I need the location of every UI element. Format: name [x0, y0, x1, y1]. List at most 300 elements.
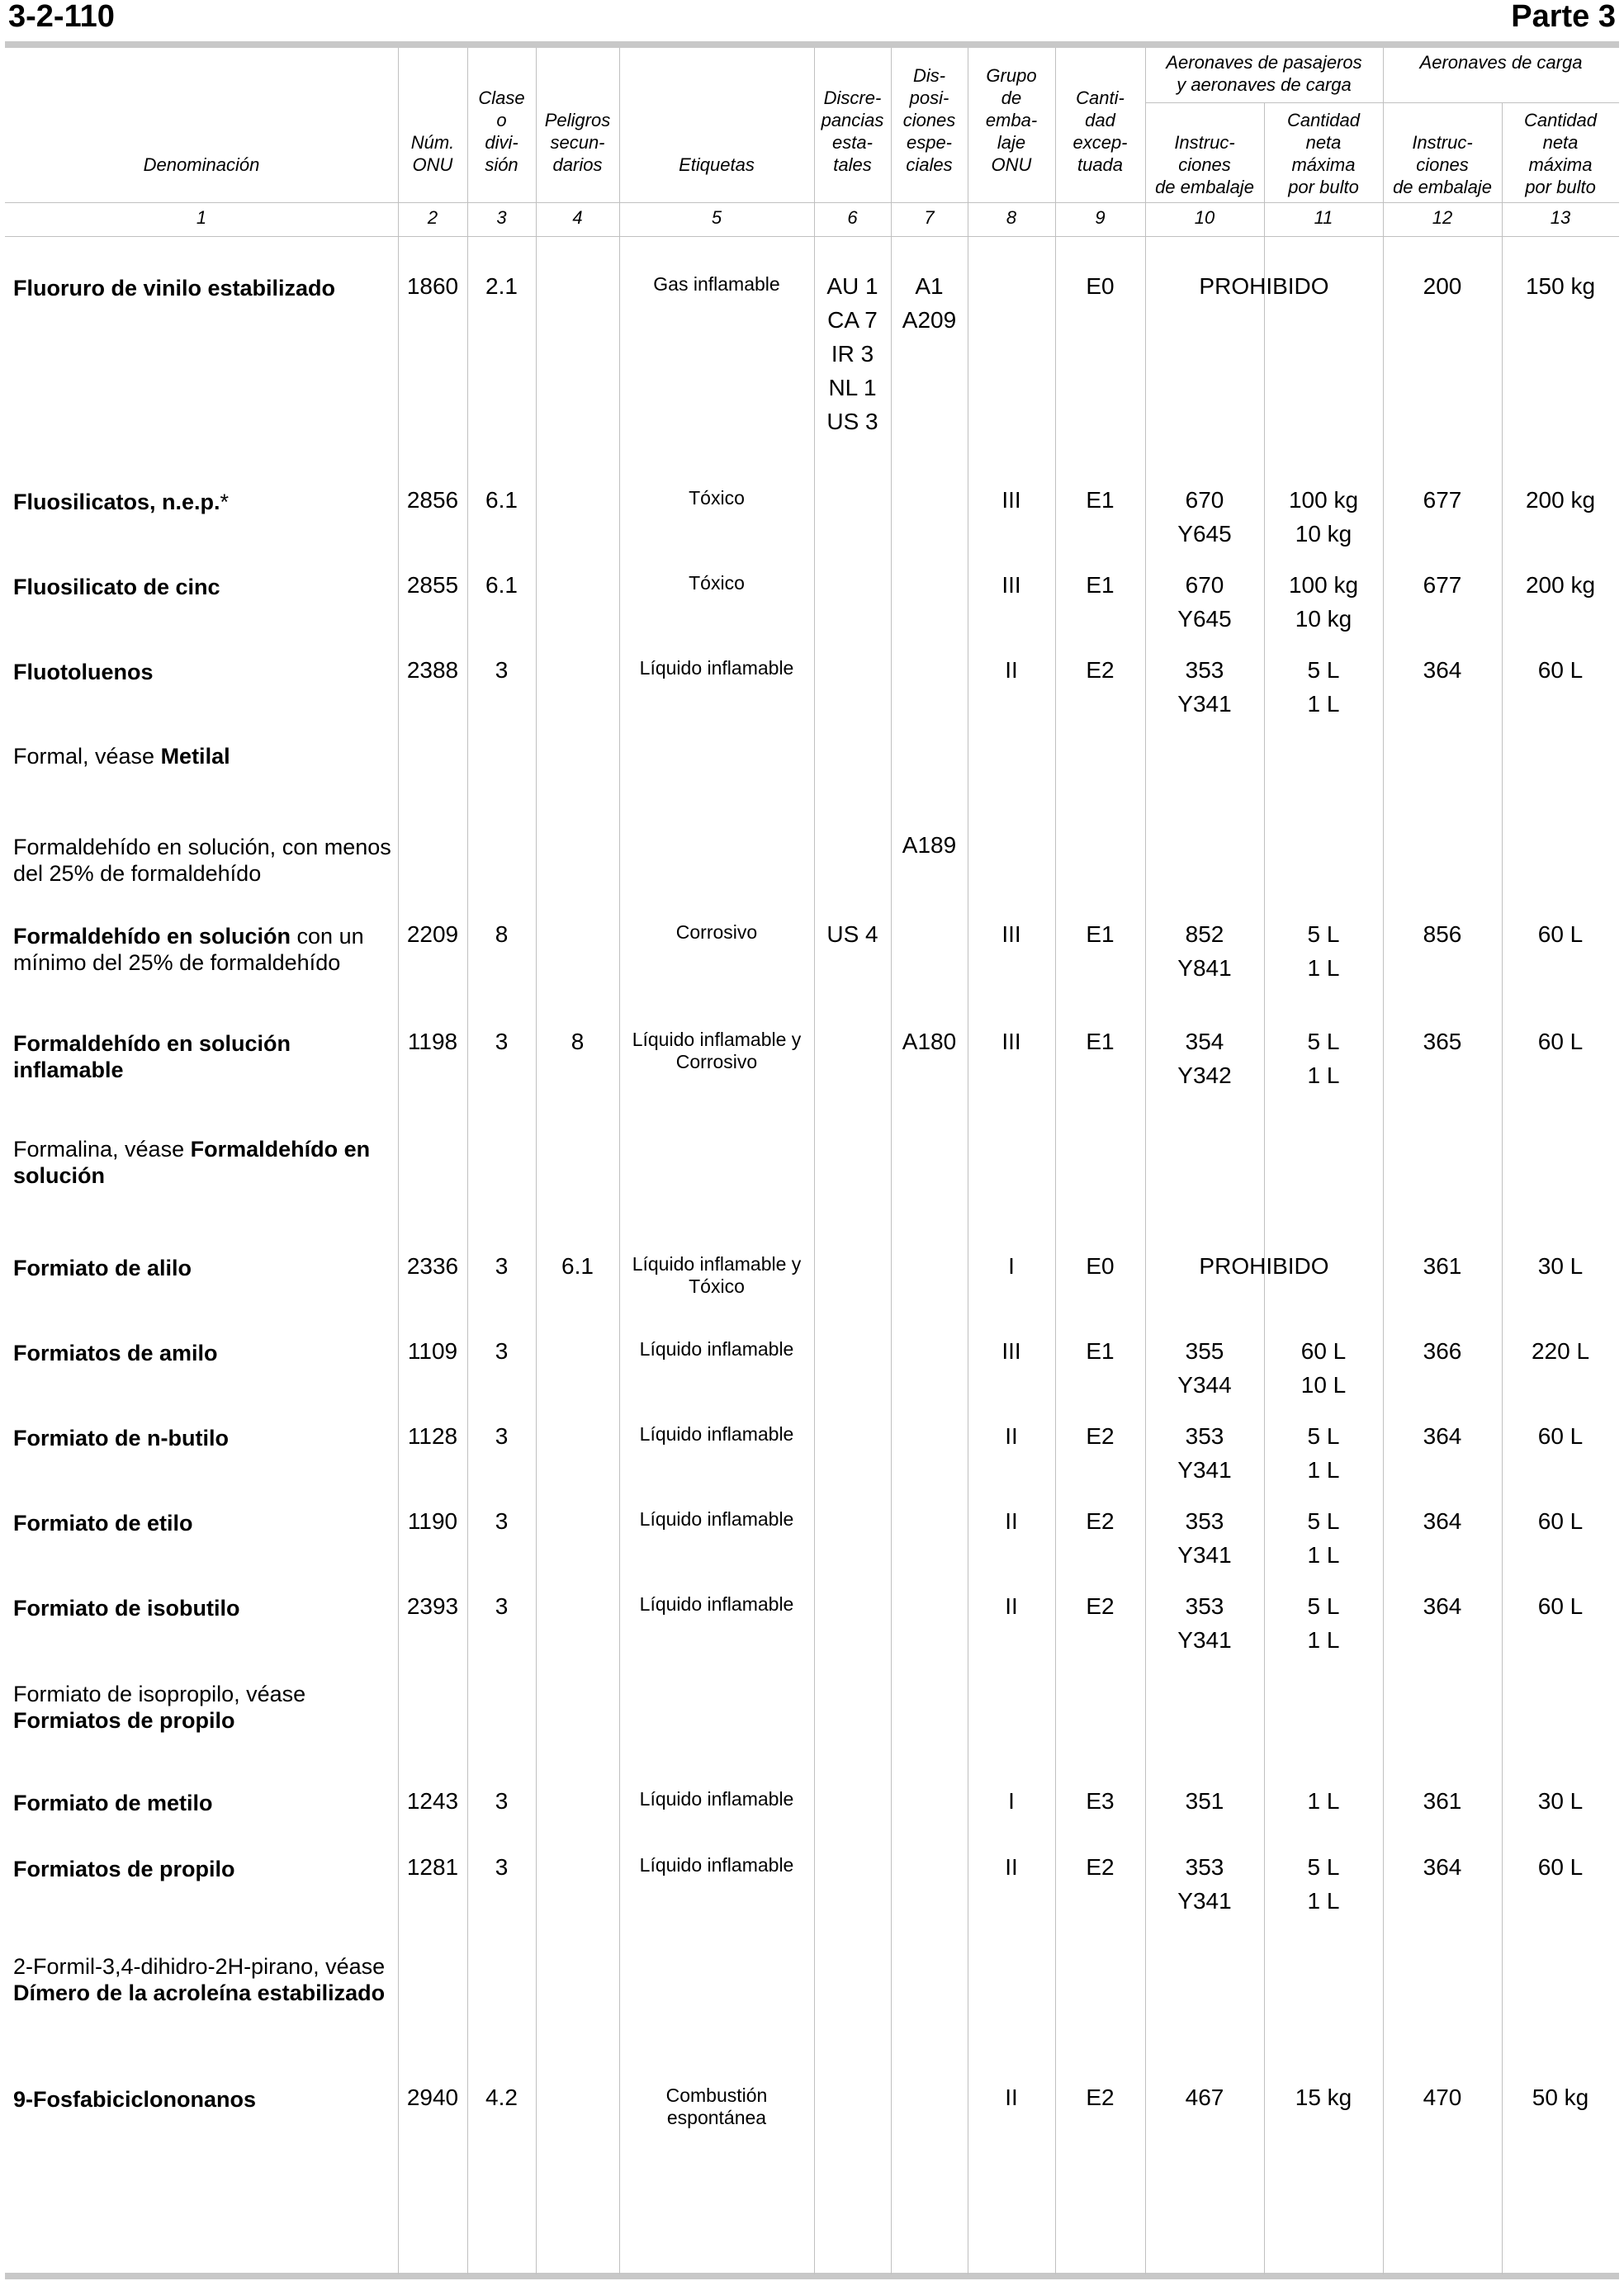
header-pax-pi — [1145, 131, 1264, 198]
cargo-max-quantity-line: 30 L — [1537, 1788, 1584, 1814]
state-variation-line: AU 1 — [826, 273, 878, 299]
class-division — [467, 1589, 536, 1623]
pax-packing-instruction-line: 355 — [1185, 1338, 1224, 1364]
header-divider — [5, 202, 1619, 203]
header-pg-line: emba- — [985, 110, 1038, 130]
entry-name-bold: 9-Fosfabiciclononanos — [13, 2087, 257, 2112]
cargo-packing-instruction-line: 200 — [1423, 273, 1462, 299]
state-variation-line: IR 3 — [831, 341, 874, 367]
cargo-packing-instruction — [1383, 2080, 1502, 2114]
excepted-quantity-line: E0 — [1086, 1253, 1115, 1279]
un-number-line: 1860 — [406, 273, 459, 299]
pax-packing-instruction — [1145, 1850, 1264, 1918]
header-pax-pi-line: ciones — [1178, 154, 1231, 175]
pax-packing-instruction-line: Y645 — [1177, 606, 1232, 632]
cargo-max-quantity — [1502, 653, 1619, 687]
pax-packing-instruction-line: 670 — [1185, 487, 1224, 513]
cargo-packing-instruction-line: 470 — [1423, 2085, 1462, 2110]
entry-name-plain: con un mínimo del 25% de formaldehído — [13, 924, 364, 975]
class-division-line: 2.1 — [485, 273, 518, 299]
entry-name — [13, 275, 393, 301]
excepted-quantity-line: E1 — [1086, 1029, 1115, 1054]
header-special-line: ciones — [902, 110, 956, 130]
excepted-quantity — [1055, 1784, 1145, 1818]
pax-max-quantity — [1264, 568, 1383, 636]
un-number-line: 2393 — [406, 1593, 459, 1619]
pax-packing-instruction-line: Y841 — [1177, 955, 1232, 981]
class-division-line: 3 — [495, 1253, 509, 1279]
excepted-quantity-line: E0 — [1086, 273, 1115, 299]
column-divider — [1502, 102, 1503, 2274]
packing-group — [968, 1419, 1055, 1453]
cargo-packing-instruction — [1383, 483, 1502, 517]
cargo-packing-instruction — [1383, 1784, 1502, 1818]
column-number: 8 — [1006, 207, 1017, 228]
entry-name — [13, 489, 393, 515]
header-excepted — [1055, 87, 1145, 176]
subsidiary-hazard-line: 6.1 — [561, 1253, 594, 1279]
pax-max-quantity-line: 1 L — [1307, 1627, 1340, 1653]
packing-group-line: II — [1005, 1854, 1018, 1880]
class-division — [467, 1850, 536, 1884]
entry-name-bold: Fluosilicato de cinc — [13, 575, 220, 599]
header-cargo-qty-line: por bulto — [1525, 177, 1596, 197]
entry-name-bold: Formiatos de amilo — [13, 1341, 218, 1365]
un-number-line: 2209 — [406, 921, 459, 947]
entry-name-bold: Formiato de n-butilo — [13, 1426, 229, 1450]
header-subsidiary — [536, 109, 619, 176]
state-variation-line: CA 7 — [827, 307, 878, 333]
cargo-max-quantity — [1502, 568, 1619, 602]
packing-group-line: II — [1005, 1423, 1018, 1449]
column-divider — [1383, 48, 1384, 2274]
header-un-line: Núm. — [410, 132, 455, 153]
class-division-line: 3 — [495, 1029, 509, 1054]
header-state — [814, 87, 891, 176]
header-special-line: espe- — [906, 132, 953, 153]
entry-name — [13, 1030, 393, 1083]
packing-group-line: II — [1005, 657, 1018, 683]
entry-name — [13, 1255, 393, 1281]
header-cargo-qty — [1502, 109, 1619, 198]
cargo-max-quantity — [1502, 1419, 1619, 1453]
header-special-line: Dis- — [912, 65, 946, 86]
class-division-line: 3 — [495, 1788, 509, 1814]
header-pax-pi-line: de embalaje — [1155, 177, 1254, 197]
un-number — [398, 568, 467, 602]
pax-max-quantity-line: 5 L — [1307, 921, 1340, 947]
column-number: 12 — [1432, 207, 1453, 228]
class-division-line: 4.2 — [485, 2085, 518, 2110]
packing-group — [968, 1249, 1055, 1283]
entry-name-plain: 2-Formil-3,4-dihidro-2H-pirano, véase — [13, 1954, 386, 1979]
class-division — [467, 2080, 536, 2114]
top-rule — [5, 41, 1619, 48]
hazard-label: Líquido inflamable — [639, 1423, 794, 1445]
excepted-quantity — [1055, 1504, 1145, 1538]
hazard-label: Tóxico — [689, 487, 745, 509]
cargo-max-quantity-line: 60 L — [1537, 1593, 1584, 1619]
hazard-label: Combustión espontánea — [665, 2085, 768, 2128]
pax-max-quantity-line: 100 kg — [1288, 487, 1359, 513]
pax-max-quantity — [1264, 917, 1383, 985]
cargo-max-quantity — [1502, 269, 1619, 303]
packing-group-line: I — [1008, 1788, 1015, 1814]
excepted-quantity — [1055, 1419, 1145, 1453]
un-number-line: 1243 — [406, 1788, 459, 1814]
entry-name-plain: Formal, véase — [13, 744, 161, 769]
pax-packing-instruction-line: Y341 — [1177, 1888, 1232, 1914]
header-name — [5, 154, 398, 176]
column-divider — [891, 48, 892, 2274]
header-subsidiary-line: secun- — [550, 132, 605, 153]
header-excepted-line: tuada — [1077, 154, 1124, 175]
subsidiary-hazard — [536, 1249, 619, 1283]
special-provision — [891, 828, 968, 862]
entry-name — [13, 834, 393, 887]
packing-group — [968, 1334, 1055, 1368]
hazard-label: Líquido inflamable — [639, 657, 794, 679]
header-pax-qty — [1264, 109, 1383, 198]
pax-max-quantity — [1264, 483, 1383, 551]
entry-name-bold: Fluotoluenos — [13, 660, 154, 684]
excepted-quantity — [1055, 1025, 1145, 1058]
pax-packing-instruction — [1145, 1589, 1264, 1657]
un-number — [398, 1850, 467, 1884]
excepted-quantity-line: E2 — [1086, 1423, 1115, 1449]
header-pg — [968, 64, 1055, 176]
header-pax-group-line: y aeronaves de carga — [1177, 74, 1352, 95]
pax-max-quantity-line: 10 L — [1300, 1372, 1347, 1398]
cargo-packing-instruction-line: 365 — [1423, 1029, 1462, 1054]
header-state-line: tales — [833, 154, 872, 175]
cargo-max-quantity-line: 30 L — [1537, 1253, 1584, 1279]
header-subsidiary-line: Peligros — [544, 110, 611, 130]
un-number — [398, 653, 467, 687]
state-variation-line: NL 1 — [828, 375, 877, 400]
cargo-max-quantity-line: 200 kg — [1525, 487, 1596, 513]
cargo-packing-instruction-line: 364 — [1423, 1423, 1462, 1449]
un-number-line: 2855 — [406, 572, 459, 598]
packing-group — [968, 653, 1055, 687]
header-pax-qty-line: por bulto — [1288, 177, 1359, 197]
header-pax-group-line: Aeronaves de pasajeros — [1166, 52, 1362, 73]
pax-max-quantity — [1264, 1784, 1383, 1818]
header-state-line: Discre- — [823, 88, 882, 108]
state-variation — [814, 917, 891, 951]
entry-name — [13, 1790, 393, 1816]
class-division — [467, 1334, 536, 1368]
state-variation-line: US 4 — [826, 921, 878, 947]
pax-max-quantity-line: 15 kg — [1295, 2085, 1352, 2110]
entry-name-bold: Formaldehído en solución — [13, 1137, 371, 1188]
header-class-line: divi- — [485, 132, 518, 153]
bottom-rule — [5, 2273, 1619, 2279]
pax-packing-instruction-line: Y645 — [1177, 521, 1232, 547]
pax-packing-instruction-line: Y342 — [1177, 1062, 1232, 1088]
class-division — [467, 483, 536, 517]
class-division — [467, 1784, 536, 1818]
un-number-line: 1109 — [407, 1338, 458, 1364]
entry-name-plain: Formalina, véase — [13, 1137, 191, 1162]
excepted-quantity — [1055, 483, 1145, 517]
excepted-quantity-line: E2 — [1086, 1508, 1115, 1534]
header-excepted-line: dad — [1085, 110, 1115, 130]
state-variation-line: US 3 — [826, 409, 878, 434]
entry-name — [13, 2086, 393, 2113]
cargo-packing-instruction — [1383, 1025, 1502, 1058]
pax-packing-instruction-line: Y344 — [1177, 1372, 1232, 1398]
pax-max-quantity-line: 1 L — [1307, 1888, 1340, 1914]
cargo-max-quantity-line: 60 L — [1537, 1508, 1584, 1534]
pax-max-quantity — [1264, 1589, 1383, 1657]
part-title: Parte 3 — [1511, 0, 1616, 34]
packing-group-line: III — [1001, 921, 1021, 947]
pax-packing-instruction — [1145, 1334, 1264, 1402]
pax-max-quantity-line: 1 L — [1307, 1457, 1340, 1483]
packing-group-line: III — [1001, 487, 1021, 513]
cargo-packing-instruction-line: 677 — [1423, 572, 1462, 598]
column-number: 1 — [196, 207, 207, 228]
entry-name — [13, 1510, 393, 1536]
cargo-packing-instruction-line: 361 — [1423, 1253, 1462, 1279]
cargo-max-quantity-line: 220 L — [1531, 1338, 1590, 1364]
cargo-max-quantity — [1502, 1504, 1619, 1538]
cargo-max-quantity — [1502, 1850, 1619, 1884]
entry-name — [13, 1856, 393, 1882]
excepted-quantity — [1055, 917, 1145, 951]
pax-packing-instruction-line: 353 — [1185, 657, 1224, 683]
entry-name-bold: Fluosilicatos, n.e.p. — [13, 490, 220, 514]
entry-name-bold: Formiato de alilo — [13, 1256, 192, 1280]
excepted-quantity — [1055, 1334, 1145, 1368]
packing-group — [968, 1589, 1055, 1623]
header-state-line: esta- — [832, 132, 873, 153]
cargo-packing-instruction — [1383, 1589, 1502, 1623]
excepted-quantity — [1055, 1850, 1145, 1884]
special-provision — [891, 1025, 968, 1058]
excepted-quantity-line: E2 — [1086, 2085, 1115, 2110]
header-excepted-line: excep- — [1072, 132, 1128, 153]
cargo-max-quantity-line: 60 L — [1537, 1029, 1584, 1054]
cargo-packing-instruction-line: 366 — [1423, 1338, 1462, 1364]
excepted-quantity — [1055, 1589, 1145, 1623]
cargo-max-quantity — [1502, 917, 1619, 951]
header-labels-line: Etiquetas — [679, 154, 755, 175]
pax-packing-instruction — [1145, 1504, 1264, 1572]
pax-packing-instruction-line: 353 — [1185, 1593, 1224, 1619]
excepted-quantity-line: E1 — [1086, 921, 1115, 947]
cargo-max-quantity — [1502, 1334, 1619, 1368]
header-special-line: ciales — [906, 154, 953, 175]
entry-name — [13, 1681, 393, 1734]
un-number-line: 1128 — [407, 1423, 458, 1449]
cargo-packing-instruction — [1383, 568, 1502, 602]
hazard-label: Líquido inflamable — [639, 1854, 794, 1876]
class-division — [467, 1025, 536, 1058]
entry-name-plain: * — [220, 490, 230, 514]
column-number: 2 — [427, 207, 438, 228]
column-number: 11 — [1314, 207, 1333, 228]
pax-max-quantity-line: 5 L — [1307, 1854, 1340, 1880]
entry-name-bold: Formaldehído en solución inflamable — [13, 1031, 291, 1082]
excepted-quantity — [1055, 269, 1145, 303]
header-cargo-qty-line: máxima — [1528, 154, 1593, 175]
entry-name — [13, 1595, 393, 1621]
header-pg-line: Grupo — [986, 65, 1037, 86]
packing-group-line: II — [1005, 2085, 1018, 2110]
column-number: 3 — [496, 207, 507, 228]
packing-group-line: I — [1008, 1253, 1015, 1279]
packing-group — [968, 483, 1055, 517]
hazard-label: Tóxico — [689, 572, 745, 594]
class-division-line: 8 — [495, 921, 509, 947]
cargo-packing-instruction-line: 677 — [1423, 487, 1462, 513]
pax-max-quantity-line: 60 L — [1300, 1338, 1347, 1364]
pax-packing-instruction — [1145, 1419, 1264, 1487]
cargo-packing-instruction-line: 364 — [1423, 657, 1462, 683]
un-number — [398, 1419, 467, 1453]
subsidiary-hazard — [536, 1025, 619, 1058]
prohibited-text: PROHIBIDO — [1199, 273, 1329, 299]
cargo-max-quantity — [1502, 1784, 1619, 1818]
class-division-line: 3 — [495, 1854, 509, 1880]
header-divider — [1145, 102, 1619, 103]
excepted-quantity-line: E2 — [1086, 657, 1115, 683]
entry-name — [13, 743, 393, 769]
entry-name-bold: Formiatos de propilo — [13, 1857, 235, 1881]
column-divider — [619, 48, 620, 2274]
entry-name-plain: Formiato de isopropilo, véase — [13, 1682, 306, 1706]
cargo-max-quantity-line: 60 L — [1537, 1423, 1584, 1449]
column-number: 7 — [924, 207, 935, 228]
header-subsidiary-line: darios — [552, 154, 603, 175]
column-divider — [1145, 48, 1146, 2274]
header-pax-qty-line: neta — [1305, 132, 1342, 153]
entry-name-bold: Formiato de isobutilo — [13, 1596, 240, 1621]
header-state-line: pancias — [821, 110, 884, 130]
pax-packing-instruction — [1145, 653, 1264, 721]
column-divider — [1264, 102, 1265, 2274]
pax-packing-instruction — [1145, 568, 1264, 636]
pax-packing-instruction-line: Y341 — [1177, 691, 1232, 717]
cargo-packing-instruction — [1383, 1504, 1502, 1538]
pax-packing-instruction — [1145, 917, 1264, 985]
class-division — [467, 568, 536, 602]
pax-packing-instruction-line: 353 — [1185, 1854, 1224, 1880]
pax-packing-instruction-line: 852 — [1185, 921, 1224, 947]
cargo-packing-instruction — [1383, 653, 1502, 687]
entry-name-bold: Dímero de la acroleína estabilizado — [13, 1980, 386, 2005]
pax-max-quantity — [1264, 1504, 1383, 1572]
pax-max-quantity — [1264, 1025, 1383, 1092]
header-un-line: ONU — [412, 154, 453, 175]
hazard-label: Líquido inflamable y Tóxico — [632, 1253, 802, 1297]
column-number: 5 — [711, 207, 722, 228]
cargo-packing-instruction-line: 361 — [1423, 1788, 1462, 1814]
column-divider — [398, 48, 399, 2274]
header-pax-group — [1145, 51, 1383, 96]
pax-packing-instruction — [1145, 1025, 1264, 1092]
un-number-line: 1281 — [406, 1854, 459, 1880]
entry-name-bold: Formiato de metilo — [13, 1791, 213, 1815]
pax-max-quantity-line: 5 L — [1307, 1593, 1340, 1619]
header-un — [398, 131, 467, 176]
entry-name-bold: Fluoruro de vinilo estabilizado — [13, 276, 336, 301]
un-number-line: 1198 — [407, 1029, 458, 1054]
pax-max-quantity-line: 5 L — [1307, 657, 1340, 683]
special-provision-line: A1 — [915, 273, 944, 299]
hazard-label: Líquido inflamable — [639, 1788, 794, 1810]
cargo-packing-instruction — [1383, 269, 1502, 303]
cargo-packing-instruction — [1383, 1249, 1502, 1283]
entry-name — [13, 1953, 393, 2006]
packing-group — [968, 2080, 1055, 2114]
packing-group — [968, 1504, 1055, 1538]
pax-packing-instruction-line: 467 — [1185, 2085, 1224, 2110]
header-labels — [619, 154, 814, 176]
header-pax-pi-line: Instruc- — [1174, 132, 1235, 153]
header-cargo-pi-line: Instruc- — [1412, 132, 1473, 153]
un-number-line: 2856 — [406, 487, 459, 513]
class-division-line: 3 — [495, 657, 509, 683]
column-number: 4 — [572, 207, 583, 228]
column-number: 9 — [1095, 207, 1106, 228]
cargo-packing-instruction-line: 364 — [1423, 1854, 1462, 1880]
cargo-max-quantity-line: 50 kg — [1532, 2085, 1589, 2110]
class-division-line: 3 — [495, 1508, 509, 1534]
column-number: 6 — [847, 207, 858, 228]
header-special — [891, 64, 968, 176]
header-cargo-pi-line: de embalaje — [1393, 177, 1492, 197]
hazard-label: Líquido inflamable — [639, 1338, 794, 1360]
un-number — [398, 1589, 467, 1623]
entry-name-bold: Formaldehído en solución — [13, 924, 291, 949]
header-class-line: o — [496, 110, 507, 130]
pax-packing-instruction-line: 354 — [1185, 1029, 1224, 1054]
hazard-label: Corrosivo — [675, 921, 758, 943]
pax-max-quantity — [1264, 1850, 1383, 1918]
class-division — [467, 1249, 536, 1283]
cargo-packing-instruction-line: 364 — [1423, 1508, 1462, 1534]
cargo-max-quantity-line: 60 L — [1537, 921, 1584, 947]
un-number — [398, 483, 467, 517]
packing-group — [968, 1784, 1055, 1818]
pax-packing-instruction — [1145, 2080, 1264, 2114]
header-pg-line: de — [1001, 88, 1022, 108]
entry-name-bold: Metilal — [160, 744, 230, 769]
cargo-max-quantity-line: 60 L — [1537, 1854, 1584, 1880]
excepted-quantity-line: E1 — [1086, 572, 1115, 598]
pax-max-quantity-line: 100 kg — [1288, 572, 1359, 598]
pax-max-quantity-line: 10 kg — [1295, 606, 1352, 632]
pax-packing-instruction-line: Y341 — [1177, 1542, 1232, 1568]
entry-name — [13, 1425, 393, 1451]
cargo-max-quantity-line: 150 kg — [1525, 273, 1596, 299]
un-number — [398, 1249, 467, 1283]
hazard-label: Líquido inflamable — [639, 1508, 794, 1530]
un-number-line: 2336 — [406, 1253, 459, 1279]
entry-name — [13, 1340, 393, 1366]
cargo-max-quantity — [1502, 1589, 1619, 1623]
packing-group — [968, 917, 1055, 951]
entry-name — [13, 1136, 393, 1189]
column-divider — [536, 48, 537, 2274]
state-variation — [814, 269, 891, 438]
header-cargo-pi — [1383, 131, 1502, 198]
packing-group — [968, 1025, 1055, 1058]
pax-max-quantity — [1264, 653, 1383, 721]
